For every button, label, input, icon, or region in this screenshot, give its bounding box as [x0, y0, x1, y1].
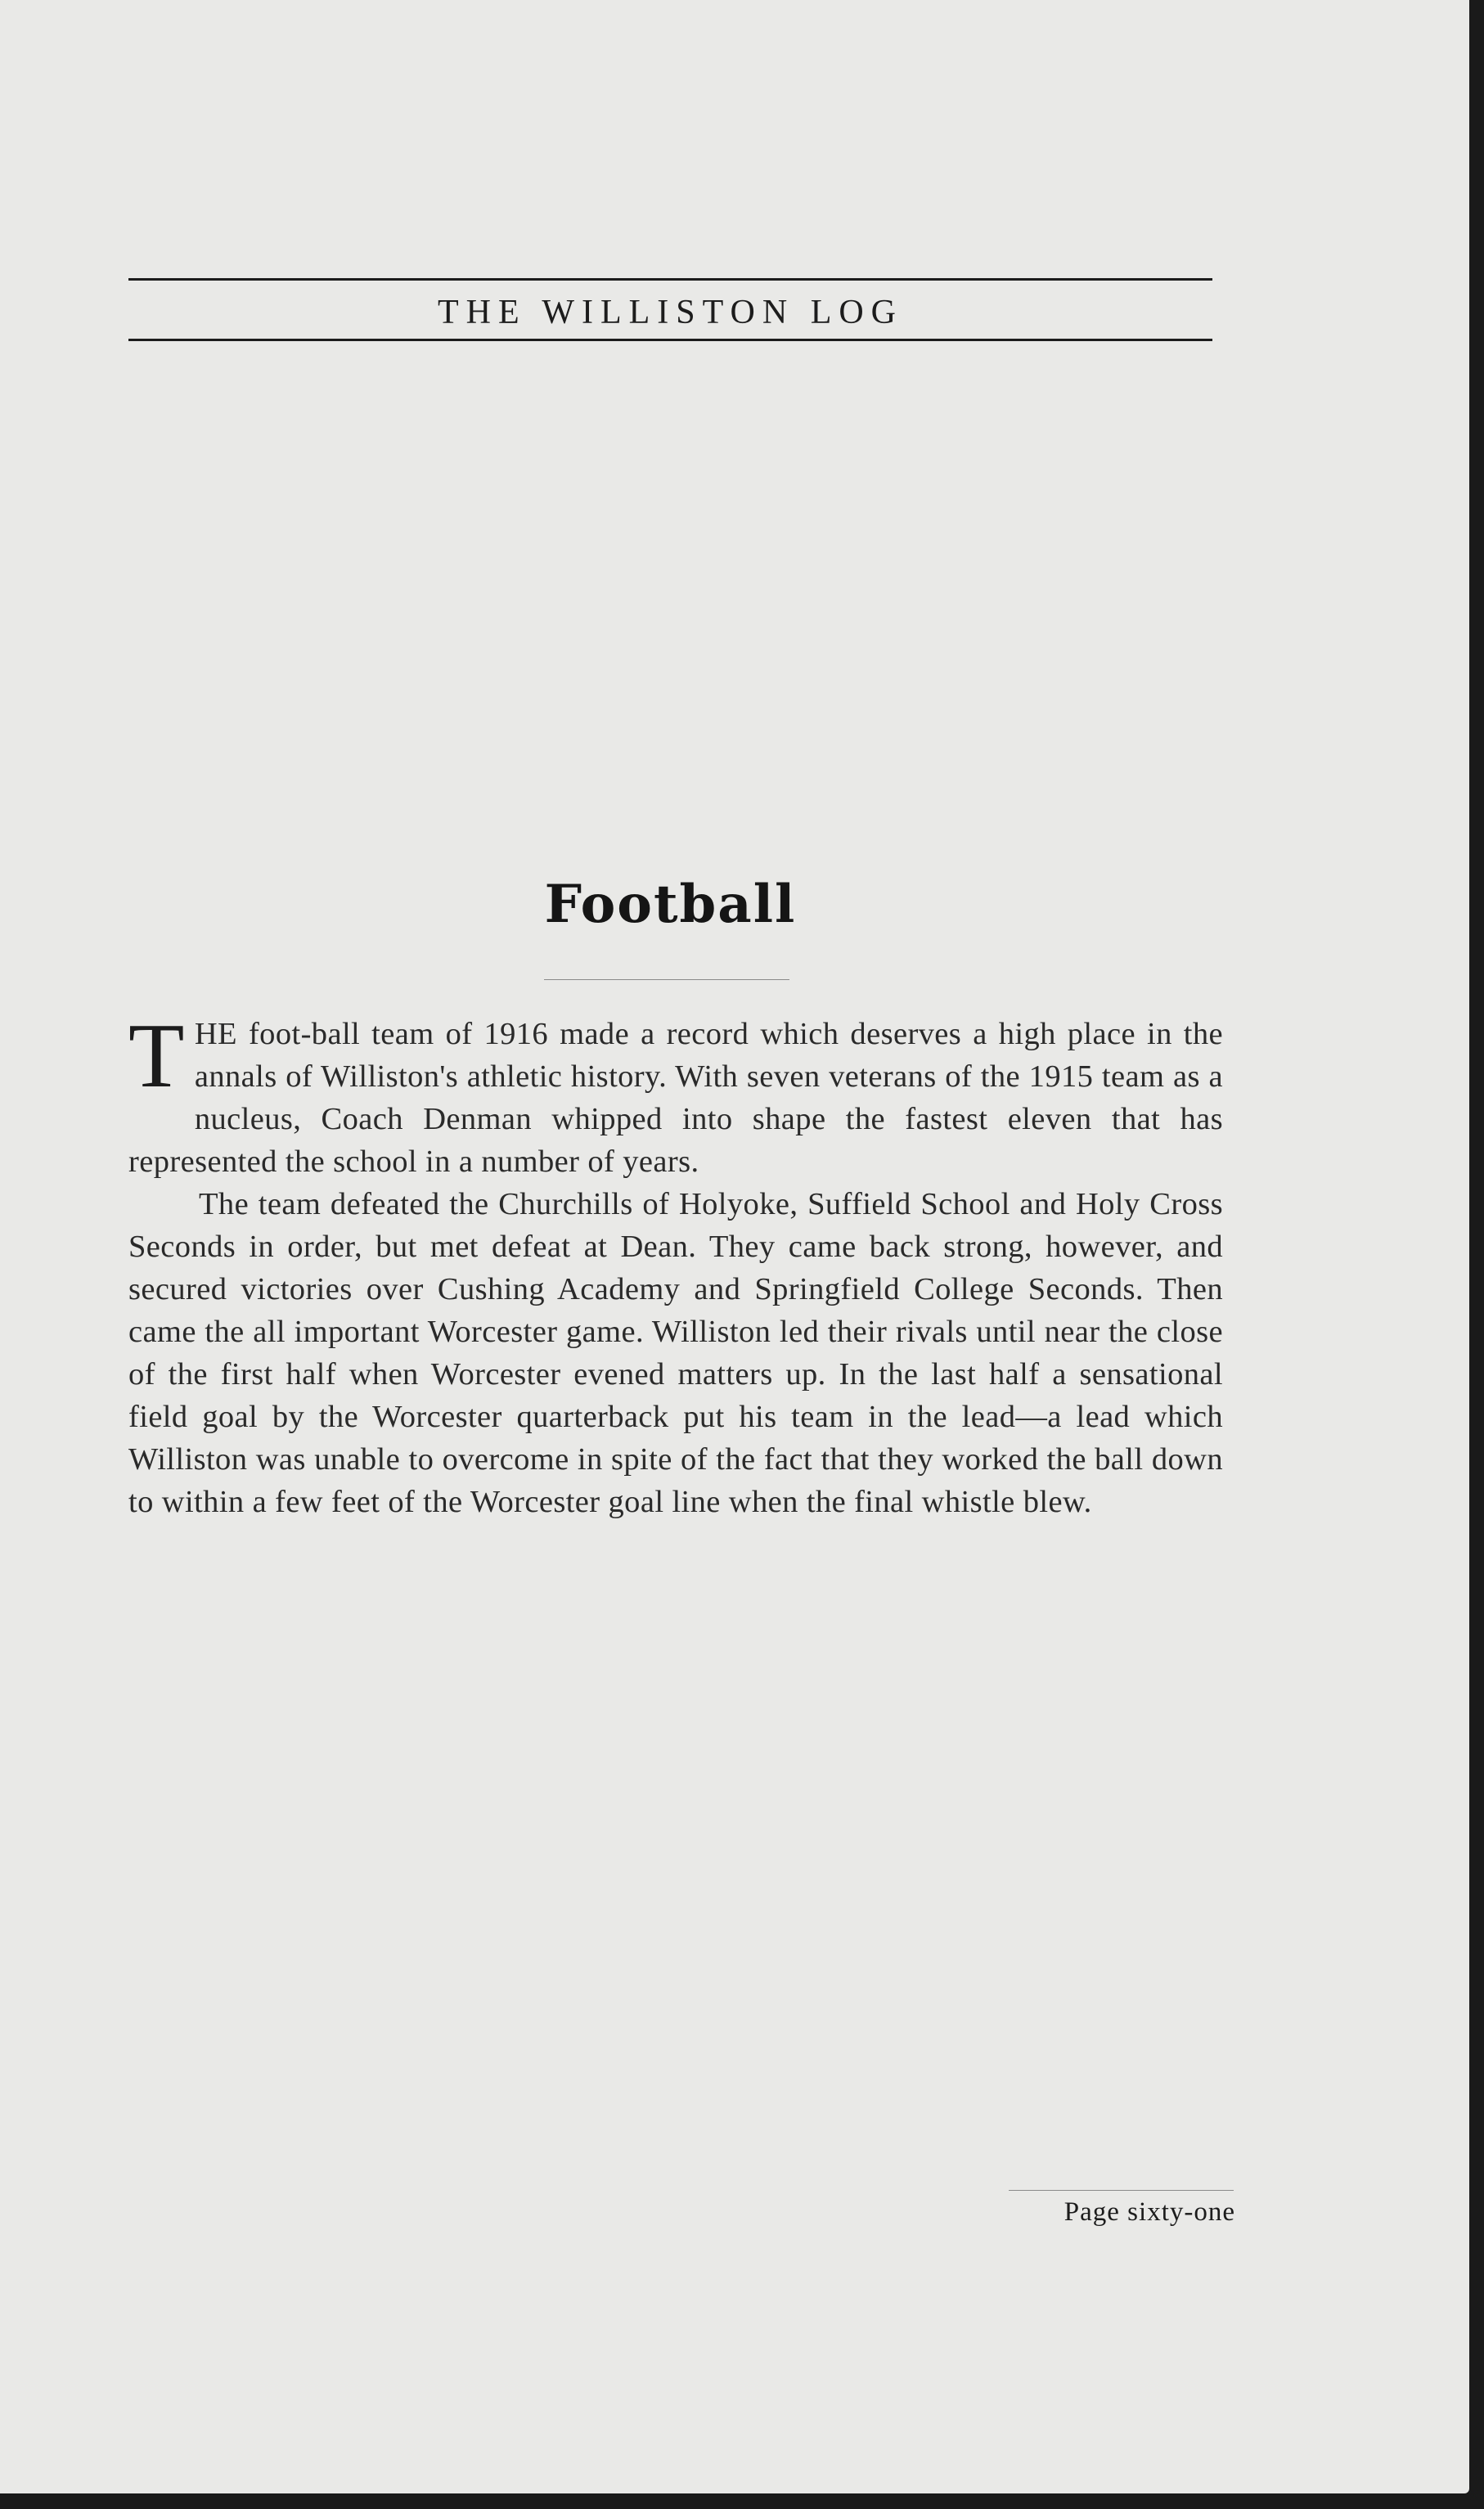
paragraph-2: The team defeated the Churchills of Holyoke, Suffield School and Holy Cross Seconds in order, but met defeat at Dean. They came back strong, however, and secured victories over Cushing Academy and Springfield College Seconds. Then came the all important Worcester game. Williston led their rivals until near the close of the first half when Worcester evened matters up. In the last half a sensational field goal by the Worcester quarterback put his team in the lead—a lead which Williston was unable to overcome in spite of the fact that they worked the ball down to within a few feet of the Worcester goal line when the final whistle blew.: [128, 1187, 1223, 1519]
page-number: Page sixty-one: [1064, 2197, 1235, 2227]
footer-rule: [1009, 2190, 1234, 2191]
header-bottom-rule: [128, 339, 1212, 341]
title-rule: [544, 979, 789, 980]
paragraph-1: [128, 1005, 1223, 1183]
paragraph-1-text: HE foot-ball team of 1916 made a record which deserves a high place in the annals of Williston's athletic history. With seven veterans of the 1915 team as a nucleus, Coach Denman whipped into shape the fastest eleven that has represented the school in a number of years.: [128, 1017, 1223, 1179]
drop-cap: T: [128, 1005, 185, 1107]
header-top-rule: [128, 278, 1212, 281]
article-title: Football: [544, 874, 797, 935]
article-body: [128, 1005, 1223, 1523]
running-head: THE WILLISTON LOG: [437, 294, 904, 331]
